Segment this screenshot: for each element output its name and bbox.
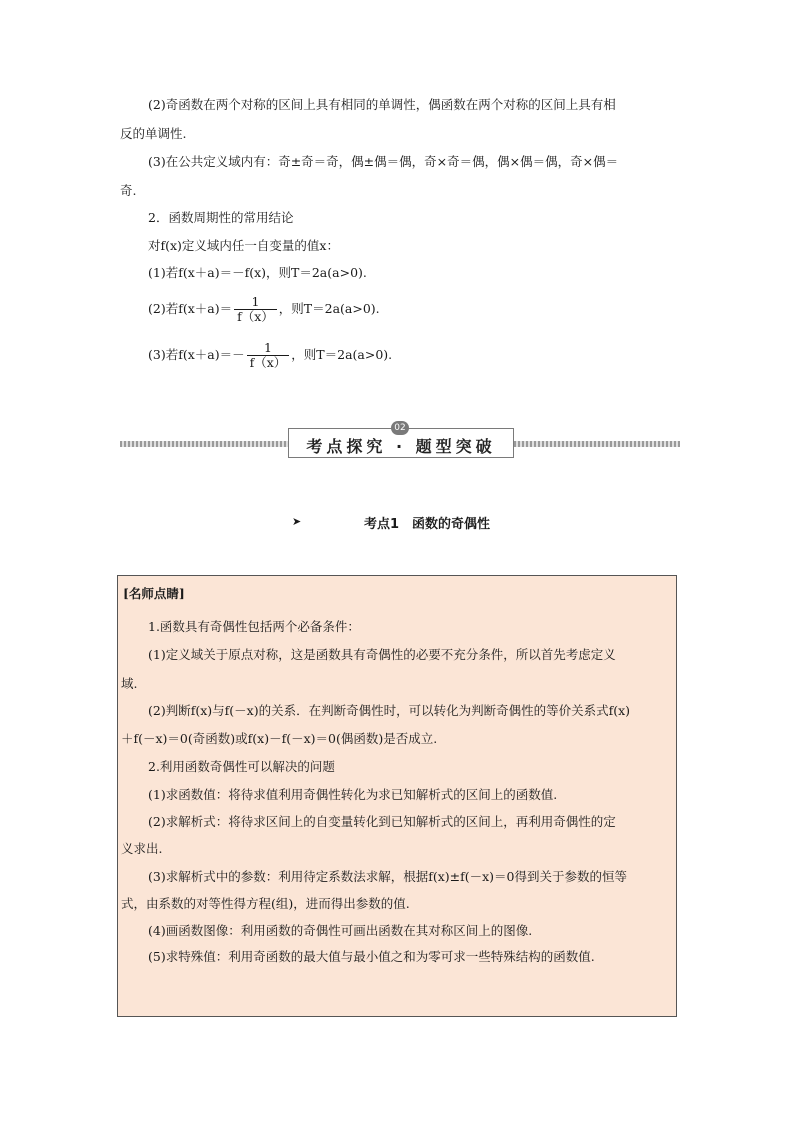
fraction — [234, 295, 277, 324]
tip-line: ＋f(－x)＝0(奇函数)或f(x)－f(－x)＝0(偶函数)是否成立. — [121, 731, 438, 746]
tip-title: [名师点睛] — [123, 586, 185, 601]
fraction-numerator: 1 — [247, 341, 290, 356]
formula-line — [148, 292, 380, 326]
formula-prefix: (2)若f(x＋a)＝ — [148, 301, 233, 316]
banner-title: 考点探究 · 题型突破 — [306, 437, 496, 456]
arrow-icon: ➤ — [292, 515, 302, 528]
tip-box — [117, 575, 677, 1017]
tip-line: 域. — [121, 676, 138, 691]
fraction-denominator: f（x） — [249, 355, 287, 370]
formula-prefix: (3)若f(x＋a)＝－ — [148, 347, 245, 362]
section-heading: 2．函数周期性的常用结论 — [148, 210, 294, 225]
tip-line: (4)画函数图像：利用函数的奇偶性可画出函数在其对称区间上的图像. — [148, 923, 533, 938]
text-line: 奇. — [120, 183, 137, 198]
fraction — [247, 341, 290, 370]
tip-line: (1)求函数值：将待求值利用奇偶性转化为求已知解析式的区间上的函数值. — [148, 787, 558, 802]
banner-badge: 02 — [391, 421, 409, 435]
tip-line: 义求出. — [121, 841, 163, 856]
tip-line: (3)求解析式中的参数：利用待定系数法求解，根据f(x)±f(－x)＝0得到关于参数的恒等 — [148, 869, 627, 884]
formula-suffix: ，则T＝2a(a>0). — [278, 301, 380, 316]
formula-suffix: ，则T＝2a(a>0). — [291, 347, 393, 362]
subheading: 考点1 函数的奇偶性 — [364, 517, 491, 532]
tip-line: 式，由系数的对等性得方程(组)，进而得出参数的值. — [121, 896, 410, 911]
tip-line: (5)求特殊值：利用奇函数的最大值与最小值之和为零可求一些特殊结构的函数值. — [148, 949, 595, 964]
tip-line: (2)求解析式：将待求区间上的自变量转化到已知解析式的区间上，再利用奇偶性的定 — [148, 814, 616, 829]
text-line: (3)在公共定义域内有：奇±奇＝奇，偶±偶＝偶，奇×奇＝偶，偶×偶＝偶，奇×偶＝ — [148, 154, 619, 169]
text-line: (2)奇函数在两个对称的区间上具有相同的单调性，偶函数在两个对称的区间上具有相 — [148, 97, 616, 112]
fraction-denominator: f（x） — [237, 309, 274, 324]
text-line: 反的单调性. — [120, 126, 187, 141]
text-line: 对f(x)定义域内任一自变量的值x： — [148, 238, 339, 253]
tip-line: 1.函数具有奇偶性包括两个必备条件： — [148, 619, 360, 634]
formula-line: (1)若f(x＋a)＝－f(x)，则T＝2a(a>0). — [148, 265, 367, 280]
banner-rule-right — [514, 439, 680, 449]
tip-line: (2)判断f(x)与f(－x)的关系．在判断奇偶性时，可以转化为判断奇偶性的等价关系式f(x) — [148, 703, 630, 718]
formula-line — [148, 338, 392, 372]
tip-line: 2.利用函数奇偶性可以解决的问题 — [148, 759, 335, 774]
tip-line: (1)定义域关于原点对称，这是函数具有奇偶性的必要不充分条件，所以首先考虑定义 — [148, 647, 616, 662]
fraction-numerator: 1 — [234, 295, 277, 310]
banner-rule-left — [120, 439, 288, 449]
